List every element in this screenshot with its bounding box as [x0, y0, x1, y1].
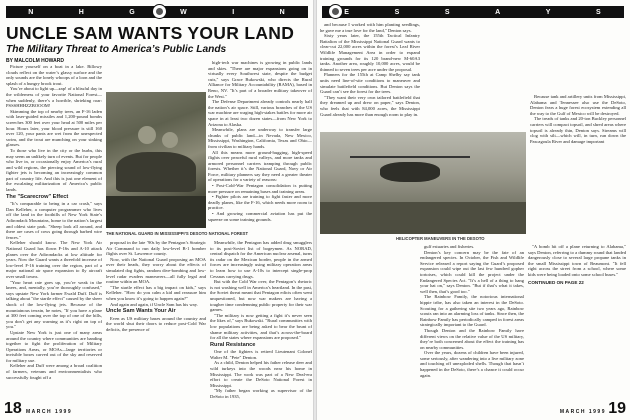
- paragraph: "The startle effect has a big impact on kids," says Kelleher. "How do you calm a kid and reassure him when you know it’s going to happen again?": [106, 284, 206, 301]
- section-emblem-icon: [152, 4, 167, 19]
- section-band-right: [322, 6, 624, 18]
- paragraph: • Fighter pilots are training to fight faster and more deadly planes, like the F-16, which needs more room to practice.: [208, 194, 312, 211]
- band-letter: E: [344, 8, 350, 16]
- paragraph: Kelleher should know. The New York Air National Guard has flown F-16s and A-10 attack planes over the Adirondacks at low altitude for years. Now the Guard wants a threefold increase of low-level F-16 training over the region, part of a major national air space expansion to fly aircraft over small towns.: [6, 240, 102, 279]
- text-column-2-bottom: [106, 240, 206, 408]
- paragraph: And again and again, if Uncle Sam has his way.: [110, 301, 198, 307]
- photo-caption-left: THE NATIONAL GUARD IN MISSISSIPPI’S DESOTO NATIONAL FOREST: [106, 231, 248, 236]
- paragraph: high-tech war machines is growing in public lands and skies. "There are major expansions going on in virtually every Southwest state, despite the budget cuts," says Grace Bukowski, who directs the Rural Alliance for Military Accountability (RAMA), based in Reno, NV. "It’s part of a broader military takeover of the West.": [208, 60, 312, 99]
- paragraph: Upstate New York is just one of many areas around the country where communities are banding together to fight the proliferation of Military Operations Areas, or MOAs—large territories or invisible boxes carved out of the sky and reserved for military use.: [6, 329, 102, 363]
- paragraph: The treads of tanks and 20-ton Buckley personnel carriers will compact topsoil, and shred areas where topsoil is already thin, Denton says. Streams will clog with silt—which will, in turn, run down the Pascagoula River and damage important: [530, 116, 626, 144]
- band-letter: I: [232, 8, 236, 16]
- section-band-left: [6, 6, 308, 18]
- section-emblem-icon: [328, 4, 343, 19]
- ground-shape: [106, 196, 206, 228]
- section-heading: Rural Resistance: [210, 341, 256, 348]
- band-letter: N: [279, 8, 286, 16]
- band-letter: A: [495, 8, 502, 16]
- band-letter: S: [444, 8, 451, 16]
- paragraph: Kelleher and Duff were among a broad coalition of farmers, veterans and environmentalists who successfully fought off a: [6, 363, 102, 380]
- band-letter: S: [596, 8, 602, 16]
- paragraph: Meanwhile, plans are underway to transfer large chunks of public land—in Nevada, New Mexico, Mississippi, Washington, California, Texas and Ohio—from civilian to military hands.: [208, 127, 312, 149]
- paragraph: You’re about to light up—zap! of a blissful day in the wilderness of your favorite National Forest—when suddenly, there’s a horrible, shrieking roar: PSSSHHHZZBOOOM!: [6, 86, 102, 109]
- paragraph: Though Denton and the Rainbow Family have different views on the relative value of the US military, they’re both concerned about the effect the training has on nearby communities.: [420, 327, 524, 350]
- paragraph: Because tank and artillery units from Mississippi, Alabama and Tennessee also use the DeSoto, Denton fears a huge forest ecosystem extending all the way to the Gulf of Mexico will be destroyed.: [530, 94, 626, 116]
- band-letter: W: [180, 8, 188, 16]
- paragraph: The Rainbow Family, the notorious international hippie tribe, has also taken an interest in the DeSoto. Scouting for a gathering site two years ago, Rainbow scouts ran into an alarming loss of tanks. Since then, the Rainbow Family has periodically camped in forest areas strategically important to the Guard.: [420, 294, 524, 328]
- issue-date-left: MARCH 1999: [26, 409, 73, 415]
- paragraph: Now, with the National Guard proposing an MOA over their heads, they worry about the effects of simulated dog fights, random dive-bombing and low-level radar evaders maneuvers—all fully legal and routine within an MOA.: [106, 256, 206, 285]
- paragraph: proposal in the late ’90s by the Pentagon’s Strategic Air Command to run daily low-level B-1 bomber flights over St. Lawrence county.: [106, 240, 206, 257]
- paragraph: "A bomb hit off a plane returning to Alabama," says Denton, referring to a dummy round that landed dangerously close to several large propane tanks in the small Mississippi town of Beaumont. "It fell right across the street from a school, where some kids were being loaded onto some school buses.": [528, 244, 626, 277]
- text-column-1: [6, 64, 102, 410]
- national-guard-photo: [106, 92, 206, 228]
- band-letter: N: [28, 8, 35, 16]
- byline: BY MALCOLM HOWARD: [6, 58, 64, 64]
- text-column-3-bottom: [210, 240, 312, 408]
- paragraph: Sixty years later, the 155th Tactical Infantry Battalion of the Mississippi National Guard wants to clear-cut 22,000 acres within the forest’s Leaf River Wildlife Management Area in order to expand training grounds for its 120 brand-new M-60A3 tanks. Another area, roughly 10,000 acres, would be thinned to seven trees per acre under the proposal.: [320, 33, 420, 72]
- page-number-left: 18: [4, 400, 22, 417]
- right-page: [316, 0, 630, 420]
- paragraph: To those who live in the city or the burbs, this may seem an unlikely turn of events. But for people who live in, or occasionally enjoy America’s rural and wild regions, the piercing sound of low-flying fighter jets is becoming an increasingly common part of country life. And this is just one element of the escalating militarization of America’s public lands.: [6, 147, 102, 193]
- paragraph: The Defense Department already controls nearly half the nation’s air space. Still, various branches of the US war machine are waging high-stakes battles for more air space in at least two dozen states—from New York to Arizona to Alaska.: [208, 99, 312, 127]
- paragraph: But with the Cold War over, the Pentagon’s rhetoric is not washing well in America’s heartland. In the past, the Soviet threat meant that Pentagon edicts often went unquestioned, but now war makers are having a tougher time condemning public property for their war games.: [210, 279, 312, 313]
- rotor-shape: [350, 156, 470, 158]
- issue-date-right: MARCH 1999: [559, 409, 606, 415]
- paragraph: "The military is now getting a fight it’s never seen the likes of," says Bukowski. "Rural communities with low populations are being asked to bear the brunt of shame military activities, and that’s across-the-board for all the states where expansions are proposed.": [210, 312, 312, 341]
- photo-caption-right: HELICOPTER MANEUVERS IN THE DESOTO: [396, 236, 485, 241]
- soldier-helmet-shape: [138, 126, 156, 144]
- helicopter-photo: [320, 132, 526, 234]
- paragraph: gulf estuaries and fisheries.: [424, 244, 475, 249]
- continued-note: CONTINUED ON PAGE 22: [528, 279, 584, 285]
- tank-shape: [116, 152, 196, 192]
- text-column-2-bottom: [420, 244, 524, 408]
- paragraph: Planners for the 155th at Camp Shelby say tank units need line-of-site conditions to maneuver and simulate battlefield conditions. But Denton says the Guard can’t see the forest for the trees.: [320, 72, 420, 95]
- article-subhead: The Military Threat to America’s Public Lands: [6, 44, 227, 55]
- text-column-3-top: [530, 94, 626, 232]
- paragraph: All this means more ground-hugging, high-speed flights over peaceful rural valleys, and more tanks and armored personnel carriers tramping through public forests. Whether it’s the National Guard, Navy or Air Force, military planners say they need a greater theater of operations for a variety of reasons:: [208, 149, 312, 183]
- paragraph: • And growing commercial aviation has put the squeeze on some training grounds.: [208, 211, 312, 222]
- band-letter: Y: [545, 8, 552, 16]
- left-page: [0, 0, 314, 420]
- paragraph: "Your heart rate goes up, you’re weak in the knees, and, mentally, you’re thoroughly confused," says upstate New York farmer Ewald Duff. Duff is talking about "the startle effect" caused by the sheer shock of the low-flying jets. Because of the mountainous terrain, he notes, "If you have a plane at 300 feet coming over the top of one of the hills, you don’t get any warning as it’s right on top of you.": [6, 279, 102, 330]
- article-headline: UNCLE SAM WANTS YOUR LAND: [6, 23, 295, 43]
- section-heading: Uncle Sam Wants Your Air: [106, 308, 176, 315]
- paragraph: Meanwhile, the Pentagon has added drug smugglers to its post-Soviet list of bogeymen. As NORAD, central dispatch for the American nuclear arsenal, turns its radar on the Mexican border, people in the armed forces are increasingly using military operation areas to learn how to use A-10s to intercept single-prop Cessnas carrying drugs.: [210, 240, 312, 279]
- paragraph: Over the years, dozens of children have been injured, some seriously, after wandering into a live military zone and touching off unexploded shells. Though that hasn’t happened in the DeSoto, there’s a chance it could occur again.: [420, 350, 524, 378]
- section-heading: The "Scarecrow" Effect: [6, 193, 69, 200]
- paragraph: Picture yourself on a boat in a lake. Billowy clouds reflect on the water’s glassy surface and the only sounds are the lonely whoops of a loon and the splash of a hungry brook trout.: [6, 64, 102, 86]
- paragraph: • Post-Cold-War Pentagon consolidation is putting more pressure on remaining bases and training areas.: [208, 183, 312, 194]
- text-column-3-bottom: [528, 244, 626, 408]
- helicopter-body-shape: [380, 162, 440, 182]
- paragraph: As a child, Denton helped his father release deer and wild turkeys into the woods near his home in Mississippi. The work was part of a New Deal-era effort to create the DeSoto National Forest in Mississippi.: [210, 360, 312, 388]
- band-letter: H: [78, 8, 85, 16]
- band-letter: S: [394, 8, 401, 16]
- paragraph: Denton’s key concern may be the fate of an endangered species. In October, the Fish and Wildlife Service released a report saying the Guard’s proposed expansion could wipe out the last few hundred gopher tortoises, which could kill the project under the Endangered Species Act. "It’s a hell of a thing to hang your hat on," says Denton. "But if that’s what it takes, well then, that’s good too.": [420, 249, 524, 294]
- text-column-1-top: [320, 22, 420, 132]
- paragraph: "It’s comparable to being in a car crash," says Dan Kelleher, a computer programmer who lives off the land in the foothills of New York State’s Adirondack Mountains, home to the nation’s largest and oldest state park. "Sheep look all around, and there are cases of cows going through barbed wire fences.": [6, 201, 102, 240]
- paragraph: One of the fighters is retired Lieutenant Colonel Walter M. "Pete" Denton.: [210, 349, 312, 360]
- soldier-helmet-shape: [162, 132, 178, 148]
- paragraph: and because I worked with him planting seedlings, he gave me a true love for the land," Denton says.: [320, 22, 420, 33]
- paragraph: Skimming the top of nearby trees, an F-16 laden with laser-guided missiles and 1,200-pound bombs screeches 300 feet over your head at 500 miles per hour. Hours later, your blood pressure is still 160 over 120, your pants are wet from the unexpected swim, and the trout are munching on your sinking glasses.: [6, 108, 102, 148]
- page-number-right: 19: [608, 400, 626, 417]
- treeline-shape: [320, 202, 526, 234]
- paragraph: Even as US military bases around the country and the world shut their doors to reduce post-Cold War deficits, the presence of: [106, 315, 206, 332]
- band-letter: G: [129, 8, 136, 16]
- text-column-3-top: [208, 60, 312, 234]
- paragraph: "They want their very own tailored battlefield that they dreamed up and drew on paper," says Denton, who feels that with 84,000 acres, the Mississippi Guard already has more than enough room to play in.: [320, 94, 420, 117]
- paragraph: "My father began working as supervisor of the DeSoto in 1935,: [210, 388, 312, 400]
